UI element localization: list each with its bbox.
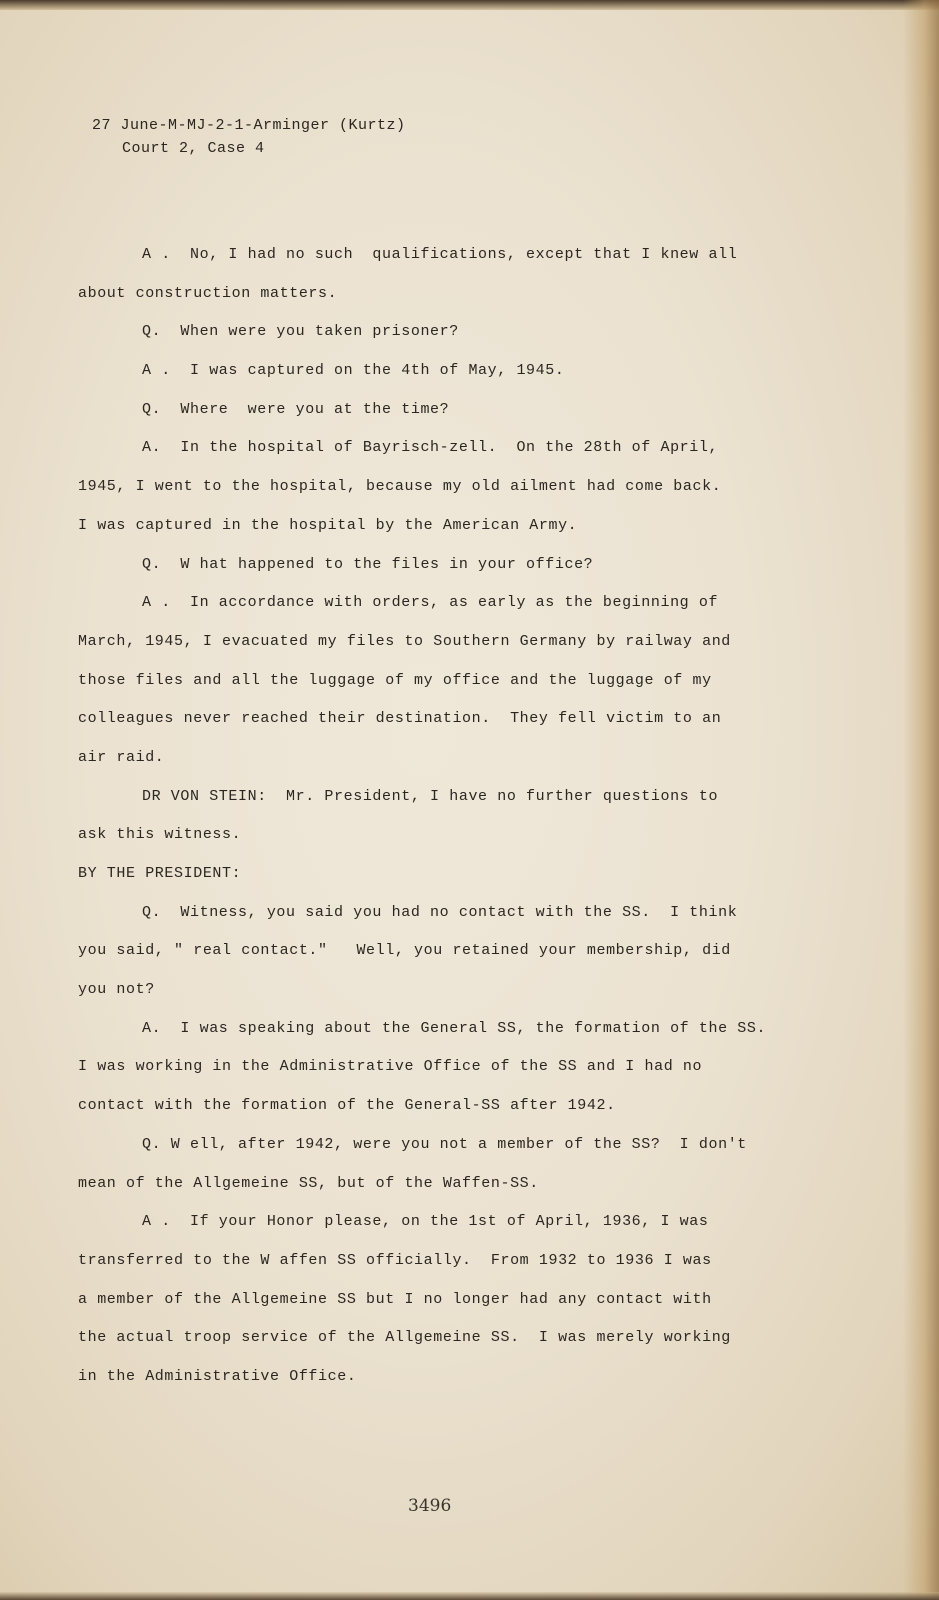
transcript-line: Q. Where were you at the time? xyxy=(142,400,450,418)
transcript-line: I was captured in the hospital by the American Army. xyxy=(78,516,578,534)
transcript-line: A. In the hospital of Bayrisch-zell. On the 28th of April, xyxy=(142,439,719,457)
transcript-line: colleagues never reached their destination. They fell victim to an xyxy=(78,710,722,728)
header-court-line: Court 2, Case 4 xyxy=(122,140,265,157)
document-header xyxy=(92,114,406,160)
transcript-line: you said, " real contact." Well, you retained your membership, did xyxy=(78,942,731,960)
transcript-line: Q. Witness, you said you had no contact with the SS. I think xyxy=(142,903,738,921)
transcript-line: ask this witness. xyxy=(78,826,242,844)
transcript-line: Q. W ell, after 1942, were you not a member of the SS? I don't xyxy=(142,1135,747,1153)
transcript-line: I was working in the Administrative Office of the SS and I had no xyxy=(78,1058,703,1076)
page-number: 3496 xyxy=(408,1496,452,1516)
transcript-line: DR VON STEIN: Mr. President, I have no further questions to xyxy=(142,787,719,805)
transcript-line: BY THE PRESIDENT: xyxy=(78,865,242,882)
transcript-line: the actual troop service of the Allgemeine SS. I was merely working xyxy=(78,1329,731,1347)
transcript-line: mean of the Allgemeine SS, but of the Waffen-SS. xyxy=(78,1174,539,1192)
scan-edge-bottom xyxy=(0,1592,939,1600)
transcript-line: A . In accordance with orders, as early as the beginning of xyxy=(142,594,719,612)
transcript-line: about construction matters. xyxy=(78,284,338,302)
transcript-line: contact with the formation of the General-SS after 1942. xyxy=(78,1097,616,1115)
scan-edge-top xyxy=(0,0,939,10)
transcript-line: air raid. xyxy=(78,748,165,766)
transcript-line: A . If your Honor please, on the 1st of April, 1936, I was xyxy=(142,1213,709,1231)
scan-edge-right xyxy=(903,0,939,1600)
transcript-body xyxy=(78,236,798,1397)
transcript-line: a member of the Allgemeine SS but I no longer had any contact with xyxy=(78,1290,712,1308)
transcript-line: Q. When were you taken prisoner? xyxy=(142,323,459,341)
transcript-line: A . No, I had no such qualifications, except that I knew all xyxy=(142,246,738,263)
transcript-line: A. I was speaking about the General SS, the formation of the SS. xyxy=(142,1019,767,1037)
transcript-line: those files and all the luggage of my office and the luggage of my xyxy=(78,671,712,689)
transcript-line: in the Administrative Office. xyxy=(78,1367,357,1385)
transcript-line: transferred to the W affen SS officially. From 1932 to 1936 I was xyxy=(78,1251,712,1269)
transcript-line: March, 1945, I evacuated my files to Southern Germany by railway and xyxy=(78,632,731,650)
transcript-line: A . I was captured on the 4th of May, 1945. xyxy=(142,362,565,380)
transcript-line: 1945, I went to the hospital, because my old ailment had come back. xyxy=(78,478,722,496)
transcript-line: Q. W hat happened to the files in your office? xyxy=(142,555,594,573)
header-reference-line: 27 June-M-MJ-2-1-Arminger (Kurtz) xyxy=(92,117,406,134)
transcript-line: you not? xyxy=(78,981,155,999)
